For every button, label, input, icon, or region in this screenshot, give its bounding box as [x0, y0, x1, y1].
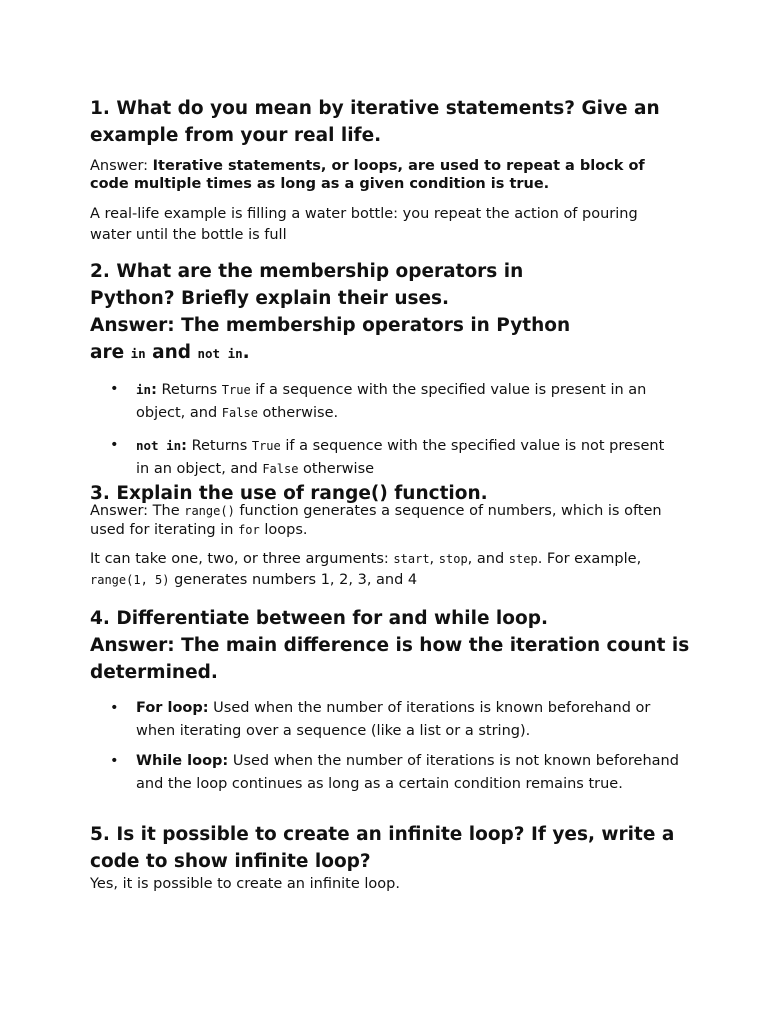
code-example: range(1, 5) — [90, 573, 170, 587]
question-5-title: 5. Is it possible to create an infinite loop? If yes, write a code to show infinite loop? — [90, 824, 675, 872]
question-1-title: 1. What do you mean by iterative statements? Give an example from your real life. — [90, 98, 660, 146]
answer-2-are: are — [90, 342, 125, 363]
answer-3-end: loops. — [259, 522, 308, 538]
bullet-term: While loop: — [136, 753, 229, 769]
answer-label: Answer: — [90, 158, 149, 174]
bullet-text: Returns — [156, 382, 222, 398]
bullet-text: otherwise — [298, 461, 375, 477]
bullet-icon: • — [110, 753, 119, 769]
question-1 — [90, 95, 690, 149]
code-for: for — [238, 523, 260, 537]
args-text: It can take one, two, or three arguments: — [90, 551, 394, 567]
answer-3-text: function generates a sequence of numbers, which is often used for iterating in — [90, 503, 662, 538]
question-3-title: 3. Explain the use of range() function. — [90, 483, 488, 504]
operator-in: in — [130, 346, 146, 361]
bullet-text: if a sequence with the specified value is present in an object, and — [136, 382, 647, 421]
code-start: start — [393, 552, 430, 566]
answer-3-prefix: Answer: The — [90, 503, 185, 519]
code-step: step — [508, 552, 538, 566]
question-5 — [90, 821, 690, 894]
bullet-text: Used when the number of iterations is known beforehand or when iterating over a sequence (like a list or a string). — [136, 700, 651, 739]
bullet-text: Returns — [186, 438, 252, 454]
operator-not-in: not in — [197, 346, 243, 361]
list-item — [90, 697, 680, 743]
bullet-term: in — [136, 382, 152, 397]
bullet-icon: • — [110, 700, 119, 716]
bullet-text: if a sequence with the specified value is not present in an object, and — [136, 438, 665, 477]
code-true: True — [251, 439, 281, 453]
args-text: generates numbers 1, 2, 3, and 4 — [169, 572, 418, 588]
list-item — [90, 378, 680, 425]
bullet-colon: : — [181, 438, 187, 454]
example-text: A real-life example is filling a water bottle: you repeat the action of pouring water until the bottle is full — [90, 206, 638, 243]
answer-3-args — [90, 549, 680, 591]
question-2-title-line2: Python? Briefly explain their uses. — [90, 288, 450, 309]
separator: , — [429, 551, 439, 567]
list-item — [90, 434, 680, 481]
bullet-colon: : — [151, 382, 157, 398]
question-2 — [90, 258, 690, 367]
bullet-icon: • — [110, 437, 119, 453]
code-false: False — [262, 462, 299, 476]
answer-1-example — [90, 204, 680, 246]
list-item — [90, 750, 680, 796]
loop-list — [90, 697, 680, 796]
bullet-text: otherwise. — [257, 405, 339, 421]
code-false: False — [221, 406, 258, 420]
code-stop: stop — [438, 552, 468, 566]
answer-1-text: Iterative statements, or loops, are used to repeat a block of code multiple times as long as a given condition is true. — [90, 158, 645, 192]
question-2-title-line1: 2. What are the membership operators in — [90, 261, 524, 282]
code-range: range() — [184, 504, 235, 518]
args-text: . For example, — [537, 551, 642, 567]
answer-2-period: . — [242, 342, 250, 363]
answer-4: Answer: The main difference is how the iteration count is determined. — [90, 635, 690, 683]
code-true: True — [221, 383, 251, 397]
membership-list — [90, 378, 680, 481]
answer-3 — [90, 502, 680, 540]
separator: , and — [467, 551, 509, 567]
answer-1 — [90, 157, 680, 193]
bullet-icon: • — [110, 381, 119, 397]
bullet-text: Used when the number of iterations is not known beforehand and the loop continues as long as a certain condition remains true. — [136, 753, 679, 792]
bullet-term: For loop: — [136, 700, 209, 716]
bullet-term: not in — [136, 438, 182, 453]
answer-5: Yes, it is possible to create an infinite loop. — [90, 876, 400, 892]
question-4-title: 4. Differentiate between for and while loop. — [90, 608, 548, 629]
answer-2-line1: Answer: The membership operators in Python — [90, 315, 571, 336]
question-4 — [90, 605, 690, 686]
answer-2-and: and — [152, 342, 192, 363]
